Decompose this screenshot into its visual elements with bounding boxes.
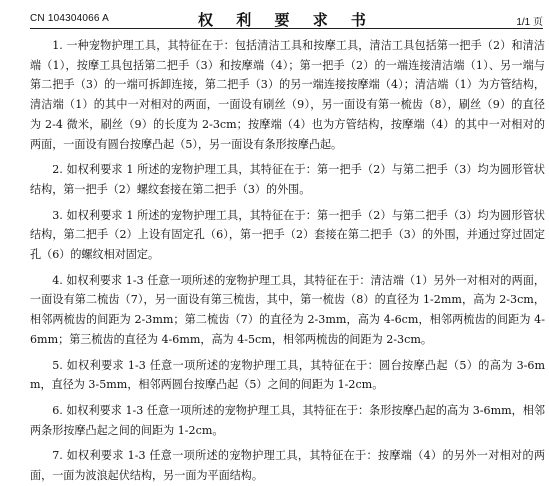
claim-3: 3. 如权利要求 1 所述的宠物护理工具，其特征在于：第一把手（2）与第二把手（3）均为圆形管状结构，第二把手（2）上设有固定孔（6），第一把手（2）套接在第二把手（3）的外围，并通过穿过固定孔（6）的螺纹相对固定。 <box>30 208 545 262</box>
claims-list <box>30 36 545 486</box>
claim-4: 4. 如权利要求 1-3 任意一项所述的宠物护理工具，其特征在于：清洁端（1）另外一对相对的两面，一面设有第二梳齿（7），另一面设有第三梳齿，其中，第一梳齿（8）的直径为 1-2mm，高为 2-3cm，相邻两梳齿的间距为 2-3mm；第二梳齿（7）的直径为 2-3mm，高为 4-6cm，相邻两梳齿的间距为 4-6mm；第三梳齿的直径为 4-6mm，高为 4-5cm，相邻两梳齿的间距为 2-3cm。 <box>30 273 545 346</box>
claim-1: 1. 一种宠物护理工具，其特征在于：包括清洁工具和按摩工具，清洁工具包括第一把手（2）和清洁端（1），按摩工具包括第二把手（3）和按摩端（4）；第一把手（2）的一端连接清洁端（1）、另一端与第二把手（3）的一端可拆卸连接，第二把手（3）的另一端连接按摩端（4）；清洁端（1）为方管结构，清洁端（1）的其中一对相对的两面，一面设有刷丝（9），另一面设有第一梳齿（8），刷丝（9）的直径为 2-4 微米，刷丝（9）的长度为 2-3cm；按摩端（4）也为方管结构，按摩端（4）的其中一对相对的两面，一面设有圆台按摩凸起（5），另一面设有条形按摩凸起。 <box>30 39 545 151</box>
page-header <box>30 8 543 30</box>
claim-6: 6. 如权利要求 1-3 任意一项所述的宠物护理工具，其特征在于：条形按摩凸起的高为 3-6mm，相邻两条形按摩凸起之间的间距为 1-2cm。 <box>30 403 545 437</box>
page-number: 1/1 页 <box>516 17 543 28</box>
publication-number: CN 104304066 A <box>30 13 109 24</box>
header-divider <box>30 28 543 29</box>
claim-2: 2. 如权利要求 1 所述的宠物护理工具，其特征在于：第一把手（2）与第二把手（3）均为圆形管状结构，第一把手（2）螺纹套接在第二把手（3）的外围。 <box>30 163 545 196</box>
claim-7: 7. 如权利要求 1-3 任意一项所述的宠物护理工具，其特征在于：按摩端（4）的另外一对相对的两面，一面为波浪起伏结构，另一面为平面结构。 <box>30 449 545 483</box>
claim-5: 5. 如权利要求 1-3 任意一项所述的宠物护理工具，其特征在于：圆台按摩凸起（5）的高为 3-6mm，直径为 3-5mm，相邻两圆台按摩凸起（5）之间的间距为 1-2cm。 <box>30 358 545 392</box>
document-title: 权 利 要 求 书 <box>198 11 375 29</box>
